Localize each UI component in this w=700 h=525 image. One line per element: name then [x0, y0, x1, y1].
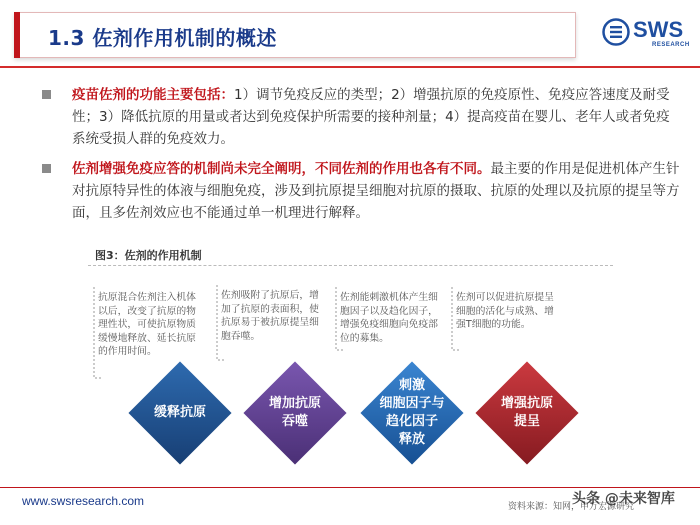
diamond-label-line: 缓释抗原	[153, 405, 206, 420]
mechanism-description: 佐剂能刺激机体产生细胞因子以及趋化因子，增强免疫细胞向免疫部位的募集。	[340, 292, 438, 344]
diamond-label-line: 细胞因子与	[379, 396, 445, 411]
diamond-label-slow-release	[145, 404, 215, 422]
diamond-label-line: 刺激	[398, 378, 425, 393]
logo-subtext: RESEARCH	[652, 42, 690, 48]
slide-title: 1.3 佐剂作用机制的概述	[48, 26, 277, 50]
bullet-lead: 佐剂增强免疫应答的机制尚未完全阐明，不同佐剂的作用也各有不同。	[72, 161, 491, 177]
mechanism-description: 佐剂吸附了抗原后，增加了抗原的表面积，使抗原易于被抗原提呈细胞吞噬。	[221, 290, 319, 342]
diamond-label-line: 增加抗原	[268, 396, 321, 411]
figure-label: 图3：佐剂的作用机制	[95, 249, 202, 262]
diamond-label-line: 吞噬	[281, 414, 308, 429]
watermark: 头条 @未来智库	[572, 491, 675, 507]
bullet-body: 最主要的作用是促进机体产生针对抗原特异性的体液与细胞免疫，涉及到抗原提呈细胞对抗原的摄取、抗原的处理以及抗原的提呈等方面，且多佐剂效应也不能通过单一机理进行解释。	[72, 161, 680, 221]
bullet-body: 1）调节免疫反应的类型；2）增强抗原的免疫原性、免疫应答速度及耐受性；3）降低抗原的用量或者达到免疫保护所需要的接种剂量；4）提高疫苗在婴儿、老年人或者免疫系统受损人群的免疫效力。	[72, 87, 670, 147]
diamond-label-presentation	[492, 395, 562, 431]
source-note: 资料来源：知网，申万宏源研究	[508, 502, 635, 512]
footer-url-link[interactable]: www.swsresearch.com	[22, 494, 145, 508]
bullet-lead: 疫苗佐剂的功能主要包括：	[72, 87, 234, 103]
diamond-label-line: 趋化因子	[385, 414, 438, 429]
diamond-label-line: 释放	[398, 432, 425, 447]
diamond-label-line: 增强抗原	[500, 396, 553, 411]
logo-text: SWS	[633, 17, 684, 42]
diamond-label-cytokine	[372, 377, 452, 449]
mechanism-description: 佐剂可以促进抗原提呈细胞的活化与成熟、增强T细胞的功能。	[456, 292, 554, 330]
mechanism-description: 抗原混合佐剂注入机体以后，改变了抗原的物理性状，可使抗原物质缓慢地释放、延长抗原的作用时间。	[98, 292, 196, 357]
diamond-label-line: 提呈	[513, 414, 540, 429]
diamond-label-phagocytosis	[260, 395, 330, 431]
